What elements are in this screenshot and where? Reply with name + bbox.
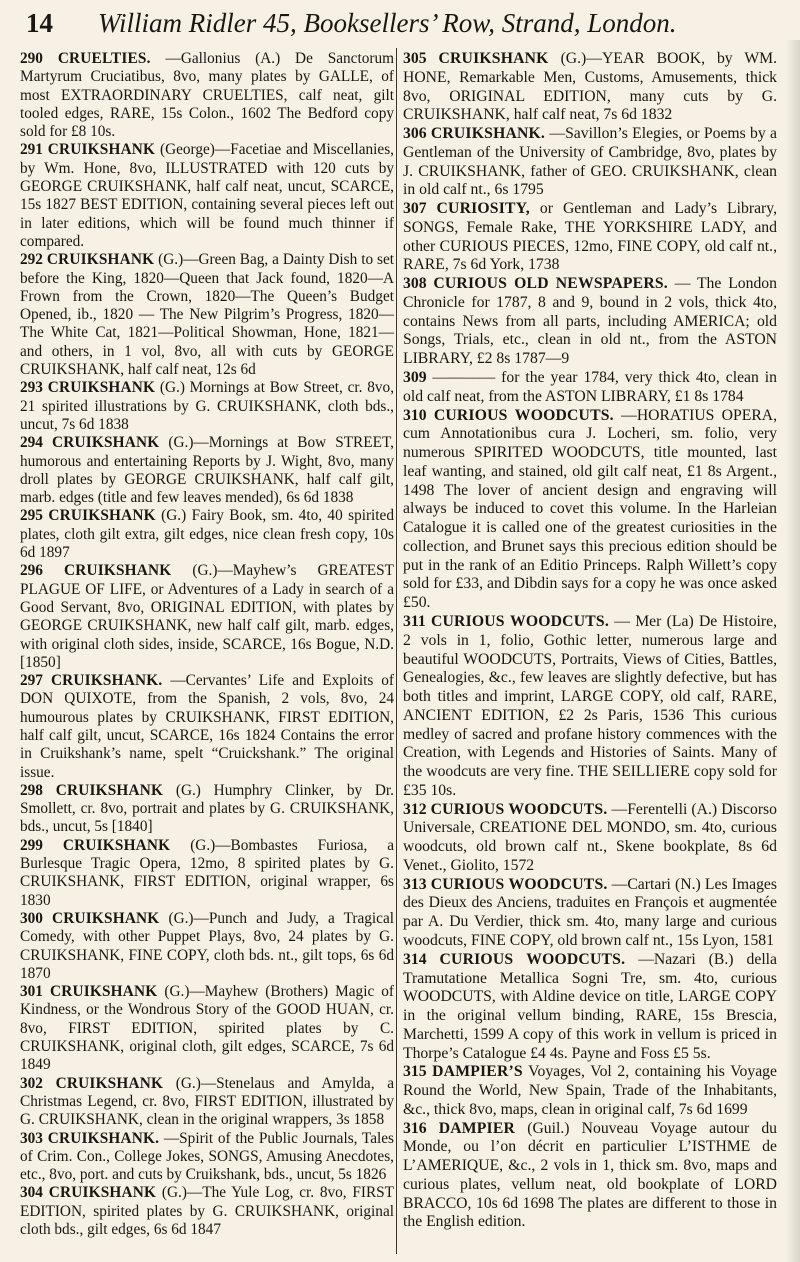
catalogue-entry — [403, 801, 777, 876]
entry-text: —Spirit of the Public Journals, Tales of Crim. Con., College Jokes, SONGS, Amusing Anecdotes, etc., 8vo, port. and cuts by Cruikshank, bds., uncut, 5s 1826 — [20, 1129, 394, 1184]
lot-number: 292 — [20, 251, 43, 269]
lot-number: 316 — [403, 1119, 427, 1137]
entry-heading: CRUIKSHANK — [55, 1074, 164, 1092]
entry-text: —Gallonius (A.) De Sanctorum Martyrum Cruciatibus, 8vo, many plates by GALLE, of most EXTRAORDINARY CRUELTIES, calf neat, gilt tooled edges, RARE, 15s Colon., 1602 The Bedford copy sold for £8 10s. — [20, 50, 395, 141]
lot-number: 298 — [20, 781, 43, 799]
catalogue-entry — [20, 434, 394, 507]
lot-number: 314 — [403, 950, 427, 968]
entry-heading: CRUIKSHANK — [51, 434, 160, 452]
entry-text: —Savillon’s Elegies, or Poems by a Gentleman of the University of Cambridge, 8vo, plates by J. CRUIKSHANK, father of GEO. CRUIKSHANK, clean in old calf nt., 6s 1795 — [403, 125, 778, 199]
entry-text: Voyages, Vol 2, containing his Voyage Round the World, New Spain, Trade of the Inhabitants, &c., thick 8vo, maps, clean in original calf, 7s 6d 1699 — [403, 1063, 777, 1118]
lot-number: 310 — [403, 406, 427, 424]
lot-number: 299 — [20, 836, 43, 854]
catalogue-entry — [403, 951, 777, 1064]
catalogue-entry — [20, 379, 394, 434]
lot-number: 305 — [403, 50, 427, 67]
catalogue-entry — [403, 50, 777, 125]
lot-number: 304 — [20, 1184, 43, 1202]
lot-number: 302 — [20, 1074, 43, 1092]
catalogue-entry — [20, 672, 394, 782]
entry-text: (Guil.) Nouveau Voyage autour du Monde, ou l’on décrit en particulier L’ISTHME de L’AMERIQUE, &c., 2 vols in 1, thick sm. 8vo, maps and curious plates, vellum neat, old bookplate of LORD BRACCO, 10s 6d 1698 The plates are different to those in the English edition. — [403, 1119, 778, 1231]
entry-heading: CRUIKSHANK — [48, 507, 156, 525]
catalogue-entry — [20, 141, 394, 251]
lot-number: 312 — [403, 800, 427, 818]
page-header — [26, 8, 778, 42]
catalogue-entry — [403, 613, 777, 801]
entry-text: (G.)—YEAR BOOK, by WM. HONE, Remarkable Men, Customs, Amusements, thick 8vo, ORIGINAL EDITION, many cuts by G. CRUIKSHANK, half calf neat, 7s 6d 1832 — [403, 50, 778, 124]
catalogue-entry — [20, 983, 394, 1074]
page-fold-shadow — [786, 40, 800, 1262]
lot-number: 309 — [403, 369, 427, 387]
entry-heading: CRUIKSHANK — [46, 251, 155, 269]
catalogue-entry — [403, 125, 777, 200]
lot-number: 293 — [20, 379, 43, 397]
catalogue-entry — [20, 837, 394, 910]
entry-text: (G.)—Mayhew (Brothers) Magic of Kindness, or the Wondrous Story of the GOOD HUAN, cr. 8vo, FIRST EDITION, spirited plates by C. CRUIKSHANK, original cloth, gilt edges, SCARCE, 7s 6d 1849 — [20, 983, 394, 1074]
lot-number: 308 — [403, 275, 427, 293]
running-head: William Ridler 45, Booksellers’ Row, Strand, London. — [98, 8, 677, 38]
entry-heading: CURIOUS WOODCUTS. — [430, 800, 608, 818]
right-column — [403, 50, 777, 1232]
catalogue-entry — [403, 200, 777, 275]
column-divider — [396, 48, 397, 1254]
entry-heading: CRUIKSHANK — [63, 562, 172, 580]
entry-heading: CURIOUS WOODCUTS. — [433, 406, 614, 424]
entry-text: or Gentleman and Lady’s Library, SONGS, Female Rake, THE YORKSHIRE LADY, and other CURIOUS PIECES, 12mo, FINE COPY, old calf nt., RARE, 7s 6d York, 1738 — [403, 200, 778, 274]
catalogue-entry — [403, 1063, 777, 1119]
catalogue-entry — [20, 50, 394, 141]
entry-text: — The London Chronicle for 1787, 8 and 9, bound in 2 vols, thick 4to, contains News from all parts, including AMERICA; old Songs, Trials, etc., clean in old nt., from the ASTON LIBRARY, £2 8s 1787—9 — [403, 275, 777, 368]
lot-number: 295 — [20, 507, 43, 525]
lot-number: 313 — [403, 875, 427, 893]
catalogue-entry — [403, 876, 777, 951]
lot-number: 311 — [403, 612, 426, 630]
catalogue-entry — [20, 1130, 394, 1185]
entry-text: (G.)—Mornings at Bow STREET, humorous and entertaining Reports by J. Wight, 8vo, many droll plates by GEORGE CRUIKSHANK, half calf gilt, marb. edges (title and few leaves mended), 6s 6d 1838 — [20, 434, 394, 507]
entry-heading: CRUIKSHANK — [49, 983, 158, 1001]
entry-text: —Nazari (B.) della Tramutatione Metallica Sogni Tre, sm. 4to, curious WOODCUTS, with Aldine device on title, LARGE COPY in the original vellum binding, RARE, 15s Brescia, Marchetti, 1599 A copy of this work in vellum is priced in Thorpe’s Catalogue £4 4s. Payne and Foss £5 5s. — [403, 950, 777, 1062]
entry-text: —Ferentelli (A.) Discorso Universale, CREATIONE DEL MONDO, sm. 4to, curious woodcuts, old brown calf nt., Skene bookplate, 8s 6d Venet., Giolito, 1572 — [403, 800, 778, 874]
entry-text: —Cervantes’ Life and Exploits of DON QUIXOTE, from the Spanish, 2 vols, 8vo, 24 humourous plates by CRUIKSHANK, FIRST EDITION, half calf gilt, uncut, SCARCE, 16s 1824 Contains the error in Cruikshank’s name, spelt “Cruickshank.” The original issue. — [20, 672, 394, 781]
lot-number: 307 — [403, 200, 427, 218]
entry-heading: CURIOUS WOODCUTS. — [430, 875, 608, 893]
entry-heading: CRUIKSHANK. — [50, 672, 163, 690]
catalogue-entry — [20, 507, 394, 562]
catalogue-entry — [403, 407, 777, 613]
lot-number: 297 — [20, 672, 43, 690]
entry-text: (G.)—Mayhew’s GREATEST PLAGUE OF LIFE, or Adventures of a Lady in search of a Good Servant, 8vo, ORIGINAL EDITION, with plates by GEORGE CRUIKSHANK, new half calf gilt, marb. edges, with original cloth sides, inside, SCARCE, 16s Bogue, N.D. [1850] — [20, 562, 394, 671]
lot-number: 303 — [20, 1129, 43, 1147]
catalogue-entry — [20, 562, 394, 672]
catalogue-entry — [403, 1120, 777, 1233]
entry-heading: CURIOSITY, — [436, 200, 530, 218]
catalogue-entry — [20, 1075, 394, 1130]
lot-number: 290 — [20, 50, 43, 67]
entry-heading: CURIOUS OLD NEWSPAPERS. — [433, 275, 668, 293]
entry-heading: CRUIKSHANK — [48, 1184, 157, 1202]
entry-text: (G.)—Punch and Judy, a Tragical Comedy, with other Puppet Plays, 8vo, 24 plates by G. CRUIKSHANK, FINE COPY, cloth bds. nt., gilt tops, 6s 6d 1870 — [20, 909, 395, 982]
catalogue-entry — [403, 275, 777, 369]
entry-heading: DAMPIER’S — [432, 1063, 523, 1081]
entry-text: (G.) Mornings at Bow Street, cr. 8vo, 21 spirited illustrations by G. CRUIKSHANK, cloth bds., uncut, 7s 6d 1838 — [20, 379, 395, 433]
entry-text: (G.)—The Yule Log, cr. 8vo, FIRST EDITION, spirited plates by G. CRUIKSHANK, original cloth bds., gilt edges, 6s 6d 1847 — [20, 1184, 395, 1238]
entry-heading: CRUIKSHANK. — [430, 125, 546, 143]
entry-heading: CRUIKSHANK — [55, 781, 164, 799]
catalogue-entry — [20, 782, 394, 837]
entry-heading: CRUIKSHANK. — [47, 1129, 160, 1147]
entry-heading: DAMPIER — [438, 1119, 516, 1137]
entry-heading: CURIOUS WOODCUTS. — [439, 950, 626, 968]
entry-text: (G.)—Green Bag, a Dainty Dish to set before the King, 1820—Queen that Jack found, 1820—A Frown from the Crown, 1820—The Queen’s Budget Opened, ib., 1820 — The New Pilgrim’s Progress, 1820—The White Cat, 1821—Political Showman, Hone, 1821— and others, in 1 vol, 8vo, all with cuts by GEORGE CRUIKSHANK, half calf neat, 12s 6d — [20, 251, 394, 379]
entry-text: —HORATIUS OPERA, cum Annotationibus cura J. Locheri, sm. folio, very numerous SPIRITED WOODCUTS, title mounted, last leaf wanting, and stained, old gilt calf neat, £1 8s Argent., 1498 The lover of ancient design and engraving will always be induced to covet this volume. In the Harleian Catalogue it is called one of the greatest curiosities in the collection, and Brunet says this precious edition should be put in the rank of an Editio Princeps. Ralph Willett’s copy sold for £33, and Dibdin says for a copy he was once asked £50. — [403, 406, 778, 612]
left-column — [20, 50, 394, 1239]
entry-heading: CRUIKSHANK — [62, 836, 171, 854]
entry-heading: CURIOUS WOODCUTS. — [430, 612, 609, 630]
lot-number: 300 — [20, 909, 43, 927]
entry-heading: CRUIKSHANK — [47, 379, 156, 397]
entry-heading: CRUIKSHANK — [438, 50, 549, 67]
catalogue-entry — [20, 1184, 394, 1239]
entry-heading: CRUIKSHANK — [52, 909, 160, 927]
entry-text: ———— for the year 1784, very thick 4to, clean in old calf neat, from the ASTON LIBRARY, £1 8s 1784 — [403, 369, 777, 405]
lot-number: 301 — [20, 983, 43, 1001]
entry-heading: CRUELTIES. — [57, 50, 151, 67]
entry-text: (G.) Fairy Book, sm. 4to, 40 spirited plates, cloth gilt extra, gilt edges, nice clean fresh copy, 10s 6d 1897 — [20, 507, 394, 562]
page-number: 14 — [26, 8, 53, 38]
lot-number: 291 — [20, 141, 43, 159]
lot-number: 296 — [20, 562, 43, 580]
entry-text: — Mer (La) De Histoire, 2 vols in 1, folio, Gothic letter, numerous large and beautiful WOODCUTS, Portraits, Views of Cities, Battles, Genealogies, &c., few leaves are slightly defective, but has both titles and imprint, LARGE COPY, old calf, RARE, ANCIENT EDITION, £2 2s Paris, 1536 This curious medley of sacred and profane history commences with the Creation, with Legends and Histories of Saints. Many of the woodcuts are very fine. THE SEILLIERE copy sold for £35 10s. — [403, 612, 778, 799]
lot-number: 306 — [403, 125, 427, 143]
entry-text: (George)—Facetiae and Miscellanies, by Wm. Hone, 8vo, ILLUSTRATED with 120 cuts by GEORGE CRUIKSHANK, half calf neat, uncut, SCARCE, 15s 1827 BEST EDITION, containing several pieces left out in later editions, which will be found much thinner if compared. — [20, 141, 394, 250]
entry-text: (G.)—Stenelaus and Amylda, a Christmas Legend, cr. 8vo, FIRST EDITION, illustrated by G. CRUIKSHANK, clean in the original wrappers, 3s 1858 — [20, 1074, 395, 1129]
catalogue-entry — [20, 251, 394, 379]
entry-heading: CRUIKSHANK — [47, 141, 156, 159]
lot-number: 294 — [20, 434, 43, 452]
catalogue-entry — [20, 910, 394, 983]
entry-text: (G.) Humphry Clinker, by Dr. Smollett, cr. 8vo, portrait and plates by G. CRUIKSHANK, bds., uncut, 5s [1840] — [20, 781, 395, 836]
entry-text: —Cartari (N.) Les Images des Dieux des Anciens, traduites en François et augmentée par A. Du Verdier, thick sm. 4to, many large and curious woodcuts, FINE COPY, old brown calf nt., 15s Lyon, 1581 — [403, 875, 778, 949]
catalogue-entry — [403, 369, 777, 407]
entry-text: (G.)—Bombastes Furiosa, a Burlesque Tragic Opera, 12mo, 8 spirited plates by G. CRUIKSHANK, FIRST EDITION, original wrapper, 6s 1830 — [20, 836, 395, 909]
lot-number: 315 — [403, 1063, 427, 1081]
